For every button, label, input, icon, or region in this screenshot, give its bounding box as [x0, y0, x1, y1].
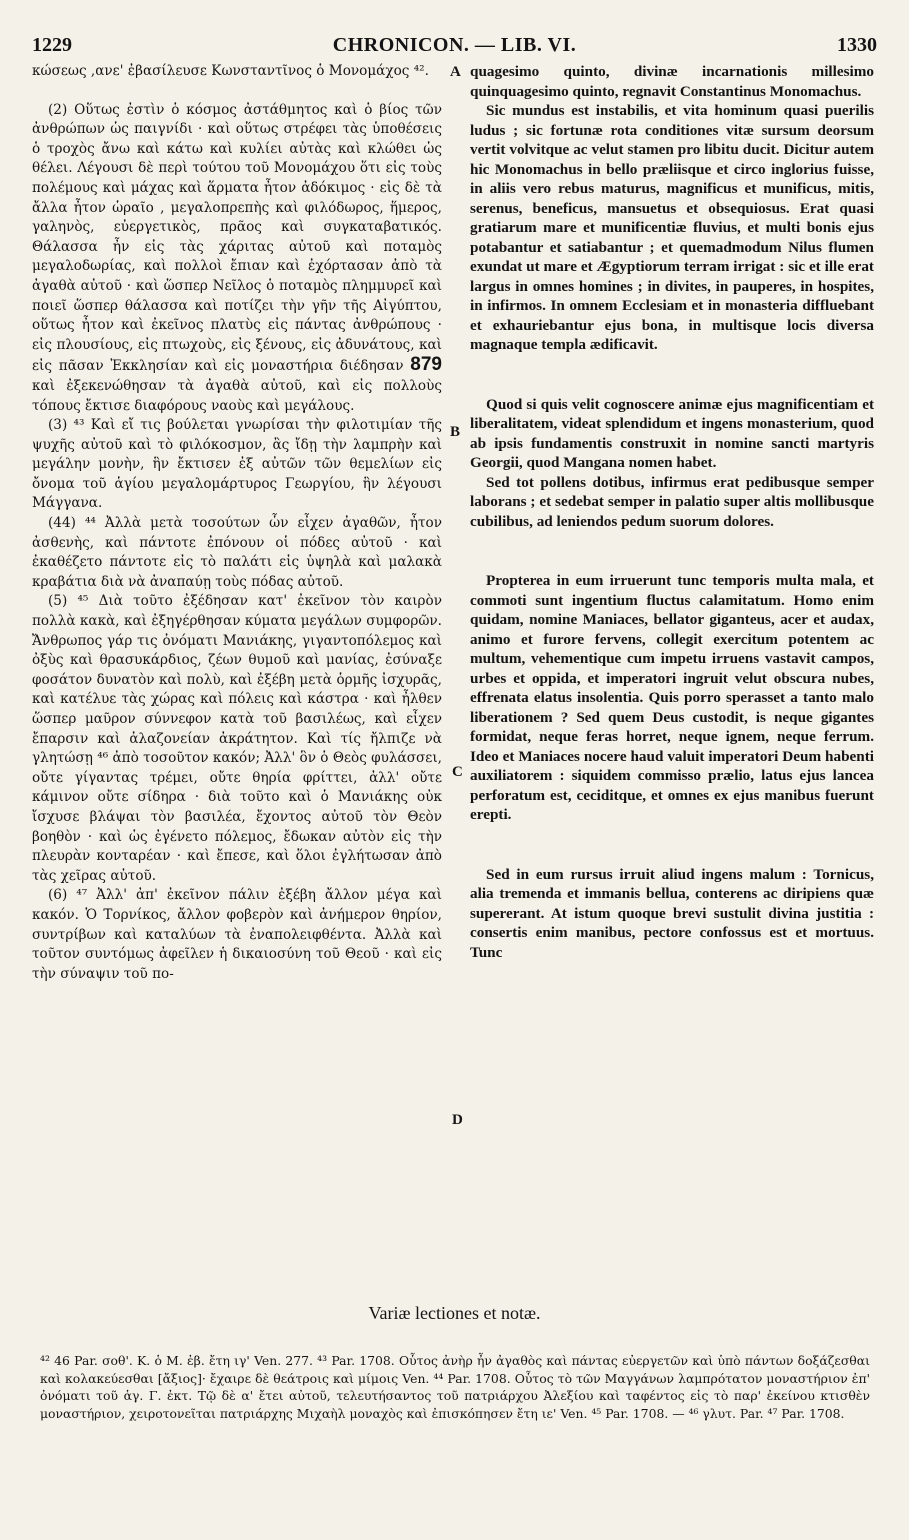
greek-paragraph: κώσεως ,ανε' ἐβασίλευσε Κωνσταντῖνος ὁ Μονομάχος ⁴².: [32, 63, 429, 79]
latin-paragraph: quagesimo quinto, divinæ incarnationis millesimo quinquagesimo quinto, regnavit Constantinus Monomachus.: [470, 63, 874, 100]
greek-paragraph: (6) ⁴⁷ Ἀλλ' ἀπ' ἐκεῖνον πάλιν ἐξέβη ἄλλον μέγα καὶ κακόν. Ὁ Τορνίκος, ἄλλον φοβερὸν καὶ ἀνήμερον θηρίον, συντρίβων καὶ καταλύων τὰ ἐναπολειφθέντα. Ἀλλὰ καὶ τοῦτον συντόμως ἀφεῖλεν ἡ δικαιοσύνη τοῦ Θεοῦ · καὶ εἰς τὴν σύναψιν τοῦ πο-: [32, 887, 442, 982]
greek-paragraph: (44) ⁴⁴ Ἀλλὰ μετὰ τοσούτων ὧν εἶχεν ἀγαθῶν, ἦτον ἀσθενὴς, καὶ πάντοτε ἐπόνουν οἱ πόδες αὐτοῦ · καὶ ἐκαθέζετο πάντοτε εἰς τὸ παλάτι εἰς ὑψηλὰ καὶ μαλακὰ κραβάτια διὰ νὰ ἀναπαύῃ τοὺς πόδας αὐτοῦ.: [32, 515, 442, 590]
greek-text: (2) Οὕτως ἐστὶν ὁ κόσμος ἀστάθμητος καὶ ὁ βίος τῶν ἀνθρώπων ὡς παιγνίδι · καὶ οὕτως στρέφει τὰς ὑποθέσεις ὁ τροχὸς ἄνω καὶ κάτω καὶ κυλίει αὐτὰς καὶ κλώθει ὡς θέλει. Λέγουσι δὲ περὶ τούτου τοῦ Μονομάχου ὅτι εἰς τοὺς πολέμους καὶ μάχας καὶ ἅρματα ἦτον ἀδόκιμος · εἰς δὲ τὰ ἄλλα ἦτον ὡραῖο , μεγαλοπρεπὴς καὶ φιλόδωρος, ἥμερος, γαληνὸς, εὐεργετικὸς, πρᾶος καὶ συγκαταβατικός. Θάλασσα ἦν εἰς τὰς χάριτας αὐτοῦ καὶ ποταμὸς μεγαλοδωρίας, καὶ πολλοὶ ἔπιαν καὶ ἐχόρτασαν ἀπὸ τὰ ἀγαθὰ αὐτοῦ · καὶ ὥσπερ Νεῖλος ὁ ποταμὸς πλημμυρεῖ καὶ ποιεῖ ὥσπερ θάλασσα καὶ ποτίζει τὴν γῆν τῆς Αἰγύπτου, οὕτως ἦτον καὶ ἐκεῖνος πλατὺς εἰς πάντας ἀνθρώπους · εἰς πλουσίους, εἰς πτωχοὺς, εἰς ξένους, εἰς ἀδυνάτους, καὶ εἰς πᾶσαν Ἐκκλησίαν καὶ εἰς μοναστήρια διέδησαν: [32, 101, 442, 375]
latin-paragraph: Sic mundus est instabilis, et vita hominum quasi puerilis ludus ; sic fortunæ rota conditiones vitæ sursum deorsum vertit volvitque ac velut stamen pro libitu ducit. Dicitur autem hic Monomachus in bello præliisque et circo inglorius fuisse, in aliis vero rebus maturus, magnificus et munificus, mitis, serenus, beneficus, mansuetus et obsequiosus. Erat quasi gratiarum mare et munificentiæ fluvius, et multi bonis ejus potabantur et satiabantur ; et quemadmodum Nilus flumen exundat ut mare et Ægyptiorum terram irrigat : sic et ille erat largus in omnes homines ; in divites, in pauperes, in hospites, in infirmos. In omnem Ecclesiam et in monasteria diffluebant et exhauriebantur ejus bona, in multisque locis diversa magnaque templa ædificavit.: [470, 102, 874, 353]
latin-paragraph: Sed tot pollens dotibus, infirmus erat pedibusque semper laborans ; et sedebat semper in palatio super altis mollibusque cubilibus, ad leniendos pedum suorum dolores.: [470, 473, 874, 530]
page-number-right: 1330: [837, 34, 877, 56]
latin-paragraph: Propterea in eum irruerunt tunc temporis multa mala, et commoti sunt ingentium fluctus calamitatum. Homo enim quidam, nomine Maniaces, bellator giganteus, acer et audax, animo et furore fervens, collegit exercitum potentem ac multum, vehementique cum impetu irruens vastavit campos, urbes et oppida, et imperatori ingruit velut obscura nubes, effrenata elatus insolentia. Quis porro sperasset a tanto malo liberationem ? Sed quem Deus custodit, is neque gigantes formidat, neque feras horret, neque ignem, neque ferrum. Ideo et Maniaces nocere haud valuit imperatori Deum habenti auxiliatorem : siquidem commisso prælio, latus ejus lancea perforatum est, ceciditque, et omnes ex ejus manibus fuerunt erepti.: [470, 572, 874, 823]
column-number: 879: [410, 354, 442, 376]
margin-marker-b: B: [450, 424, 461, 440]
latin-paragraph: Sed in eum rursus irruit aliud ingens malum : Tornicus, alia tremenda et immanis bellua, conterens ac diripiens quæ supererant. At istum quoque brevi sustulit divina justitia : consertis enim manibus, pectore confossus est et mortuus. Tunc: [470, 865, 874, 961]
margin-marker-d: D: [452, 1112, 463, 1128]
latin-column: [470, 62, 874, 962]
greek-text: καὶ ἐξεκενώθησαν τὰ ἀγαθὰ αὐτοῦ, καὶ εἰς πολλοὺς τόπους ἔκτισε διαφόρους ναοὺς καὶ μεγάλους.: [32, 377, 442, 414]
greek-paragraph: [32, 101, 442, 417]
page-number-left: 1229: [32, 34, 72, 56]
page-header: [32, 34, 877, 60]
greek-paragraph: (3) ⁴³ Καὶ εἴ τις βούλεται γνωρίσαι τὴν φιλοτιμίαν τῆς ψυχῆς αὐτοῦ καὶ τὸ φιλόκοσμον, ἂς ἴδῃ τὴν λαμπρὴν καὶ μεγάλην μονὴν, ἣν ἔκτισεν ἐξ αὐτῶν τῶν θεμελίων εἰς ὄνομα τοῦ ἁγίου μεγαλομάρτυρος Γεωργίου, ἣν λέγουσι Μάγγανα.: [32, 417, 442, 512]
footnotes: ⁴² 46 Par. σοθ'. Κ. ὁ Μ. ἐβ. ἔτη ιγ' Ven. 277. ⁴³ Par. 1708. Οὗτος ἀνὴρ ἦν ἀγαθὸς καὶ πάντας εὐεργετῶν καὶ ὑπὸ πάντων δοξάζεσθαι καὶ κολακεύεσθαι [ἄξιος]· ἔχαιρε δὲ θεάτροις καὶ μίμοις Ven. ⁴⁴ Par. 1708. Οὗτος τὸ τῶν Μαγγάνων λαμπρότατον μοναστήριον ἐπ' ὀνόματι τοῦ ἁγ. Γ. ἐκτ. Τῷ δὲ α' ἔτει αὐτοῦ, τελευτήσαντος τοῦ πατριάρχου Ἀλεξίου καὶ ταφέντος εἰς τὸ παρ' ἐκείνου κτισθὲν μοναστήριον, χειροτονεῖται πατριάρχης Μιχαὴλ μοναχὸς καὶ ἐπισκόπησεν ἔτη ιε' Ven. ⁴⁵ Par. 1708. — ⁴⁶ γλυτ. Par. ⁴⁷ Par. 1708.: [40, 1353, 870, 1421]
margin-marker-a: A: [450, 64, 461, 80]
greek-paragraph: (5) ⁴⁵ Διὰ τοῦτο ἐξέδησαν κατ' ἐκεῖνον τὸν καιρὸν πολλὰ κακὰ, καὶ ἐξηγέρθησαν κύματα μεγάλων συμφορῶν. Ἄνθρωπος γάρ τις ὀνόματι Μανιάκης, γιγαντοπόλεμος καὶ ὀξὺς καὶ θρασυκάρδιος, ζέων θυμοῦ καὶ μανίας, ἐσύναξε φοσάτον δυνατὸν καὶ πολὺ, καὶ ἐξέβη μετὰ ὁρμῆς ἰσχυρᾶς, καὶ κατέλυε τὰς χώρας καὶ πόλεις καὶ κάστρα · καὶ ἦλθεν ὥσπερ μαῦρον σύννεφον κατὰ τοῦ βασιλέως, καὶ εἶχεν ἔπαρσιν καὶ ἀλαζονείαν ἀκράτητον. Καὶ τίς ἤλπιζε νὰ γλητώσῃ ⁴⁶ ἀπὸ τοσοῦτον κακόν; Ἀλλ' ὃν ὁ Θεὸς φυλάσσει, οὔτε γίγαντας τρέμει, οὔτε θηρία φρίττει, ἀλλ' οὔτε κάμινον οὔτε σίδηρα · διὰ τοῦτο καὶ ὁ Μανιάκης οὐκ ἴσχυσε βλάψαι τὸν βασιλέα, ἔχοντος αὐτοῦ τὸν Θεὸν βοηθὸν · καὶ ὡς ἐγένετο πόλεμος, ἔδωκαν αὐτὸν εἰς τὴν πλευρὰν κονταρέαν · καὶ ἔπεσε, καὶ ὅλοι ἐγλήτωσαν ἀπὸ τὰς χεῖρας αὐτοῦ.: [32, 593, 442, 884]
latin-paragraph: Quod si quis velit cognoscere animæ ejus magnificentiam et liberalitatem, videat splendidum et ingens monasterium, quod ab ipsis fundamentis construxit in nomine sancti martyris Georgii, quod Mangana nomen habet.: [470, 395, 874, 471]
greek-column: [32, 62, 442, 984]
running-title: CHRONICON. — LIB. VI.: [332, 34, 577, 56]
margin-marker-c: C: [452, 764, 463, 780]
notes-heading: Variæ lectiones et notæ.: [368, 1303, 541, 1323]
